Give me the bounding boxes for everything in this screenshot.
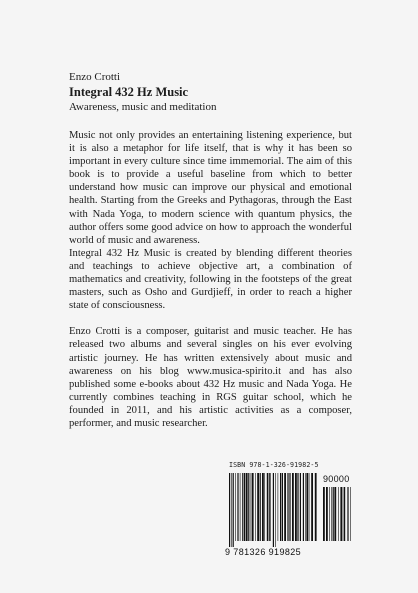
barcode-bar (233, 473, 234, 547)
barcode-bar (278, 473, 279, 541)
barcode-bar (235, 473, 236, 541)
barcode-bar (262, 473, 264, 541)
barcode-bars (229, 473, 319, 547)
barcode-bar (264, 473, 265, 541)
author-name: Enzo Crotti (69, 71, 121, 83)
barcode-bar (270, 473, 271, 541)
barcode-bar (343, 487, 344, 541)
barcode-bar (347, 487, 348, 541)
barcode-bar (280, 473, 281, 541)
barcode-bar (287, 473, 288, 541)
barcode-bar (315, 473, 317, 541)
barcode-bar (229, 473, 230, 547)
isbn-label: ISBN 978-1-326-91982-5 (229, 461, 319, 469)
author-bio-paragraph: Enzo Crotti is a composer, guitarist and music teacher. He has released two albums and several singles on his ever evolving artistic journey. He has written extensively about music and awareness on his blog www.musica-spirito.it and has also published some e-books about 432 Hz music and Nada Yoga. He currently combines teaching in RGS guitar school, which he founded in 2011, and his artistic activities as a composer, performer, and music researcher. (69, 326, 352, 429)
description-paragraph-2: Integral 432 Hz Music is created by blending different theories and teachings to achieve objective art, a combination of mathematics and creativity, following in the footsteps of the great masters, such as Osho and Gurdjieff, in order to reach a higher state of consciousness. (69, 247, 352, 312)
description-paragraph-1: Music not only provides an entertaining listening experience, but it is also a metaphor for life itself, that is why it has been so important in every culture since time immemorial. The aim of this book is to provide a useful baseline from which to better understand how music can improve our physical and emotional health. Starting from the Greeks and Pythagoras, through the East with Nada Yoga, to modern science with quantum physics, the author offers some good advice on how to approach the wonderful world of music and awareness. (69, 130, 352, 246)
barcode-bar (269, 473, 270, 541)
barcode-bar (244, 473, 245, 541)
barcode-bar (292, 473, 294, 541)
barcode-bar (251, 473, 252, 541)
barcode-bar (257, 473, 259, 541)
isbn-digits: 9 781326 919825 (225, 547, 302, 557)
barcode-bar (231, 473, 232, 547)
barcode-bar (300, 473, 301, 541)
cover-text-block (69, 71, 352, 430)
barcode-bar (260, 473, 261, 541)
barcode-bar (334, 487, 336, 541)
barcode-bar (331, 487, 332, 541)
barcode-bar (248, 473, 249, 541)
barcode-bar (306, 473, 308, 541)
barcode-bar (255, 473, 256, 541)
barcode-bar (323, 487, 325, 541)
barcode-bar (240, 473, 241, 541)
barcode-bar (282, 473, 283, 541)
barcode-bar (290, 473, 291, 541)
barcode-bar (350, 487, 351, 541)
barcode-bar (344, 487, 345, 541)
price-code: 90000 (323, 474, 350, 484)
barcode-bar (309, 473, 310, 541)
barcode-bar (273, 473, 274, 547)
barcode-bar (246, 473, 248, 541)
barcode-bar (338, 487, 339, 541)
barcode-bar (242, 473, 243, 541)
isbn-barcode (225, 461, 353, 557)
barcode-bar (333, 487, 334, 541)
barcode-bar (329, 487, 330, 541)
barcode-bar (267, 473, 268, 541)
barcode-bar (326, 487, 328, 541)
barcode-bar (237, 473, 238, 541)
barcode-bar (297, 473, 298, 541)
barcode-bar (303, 473, 304, 541)
barcode-bar (252, 473, 254, 541)
barcode-bar (348, 487, 349, 541)
barcode-bar (284, 473, 286, 541)
barcode-bar (340, 487, 342, 541)
barcode-bar (288, 473, 289, 541)
barcode-bar (295, 473, 297, 541)
book-title: Integral 432 Hz Music (69, 85, 189, 99)
barcode-bar (311, 473, 313, 541)
price-barcode-bars (323, 487, 351, 547)
book-subtitle: Awareness, music and meditation (69, 101, 217, 113)
barcode-bar (305, 473, 306, 541)
barcode-bar (275, 473, 276, 547)
